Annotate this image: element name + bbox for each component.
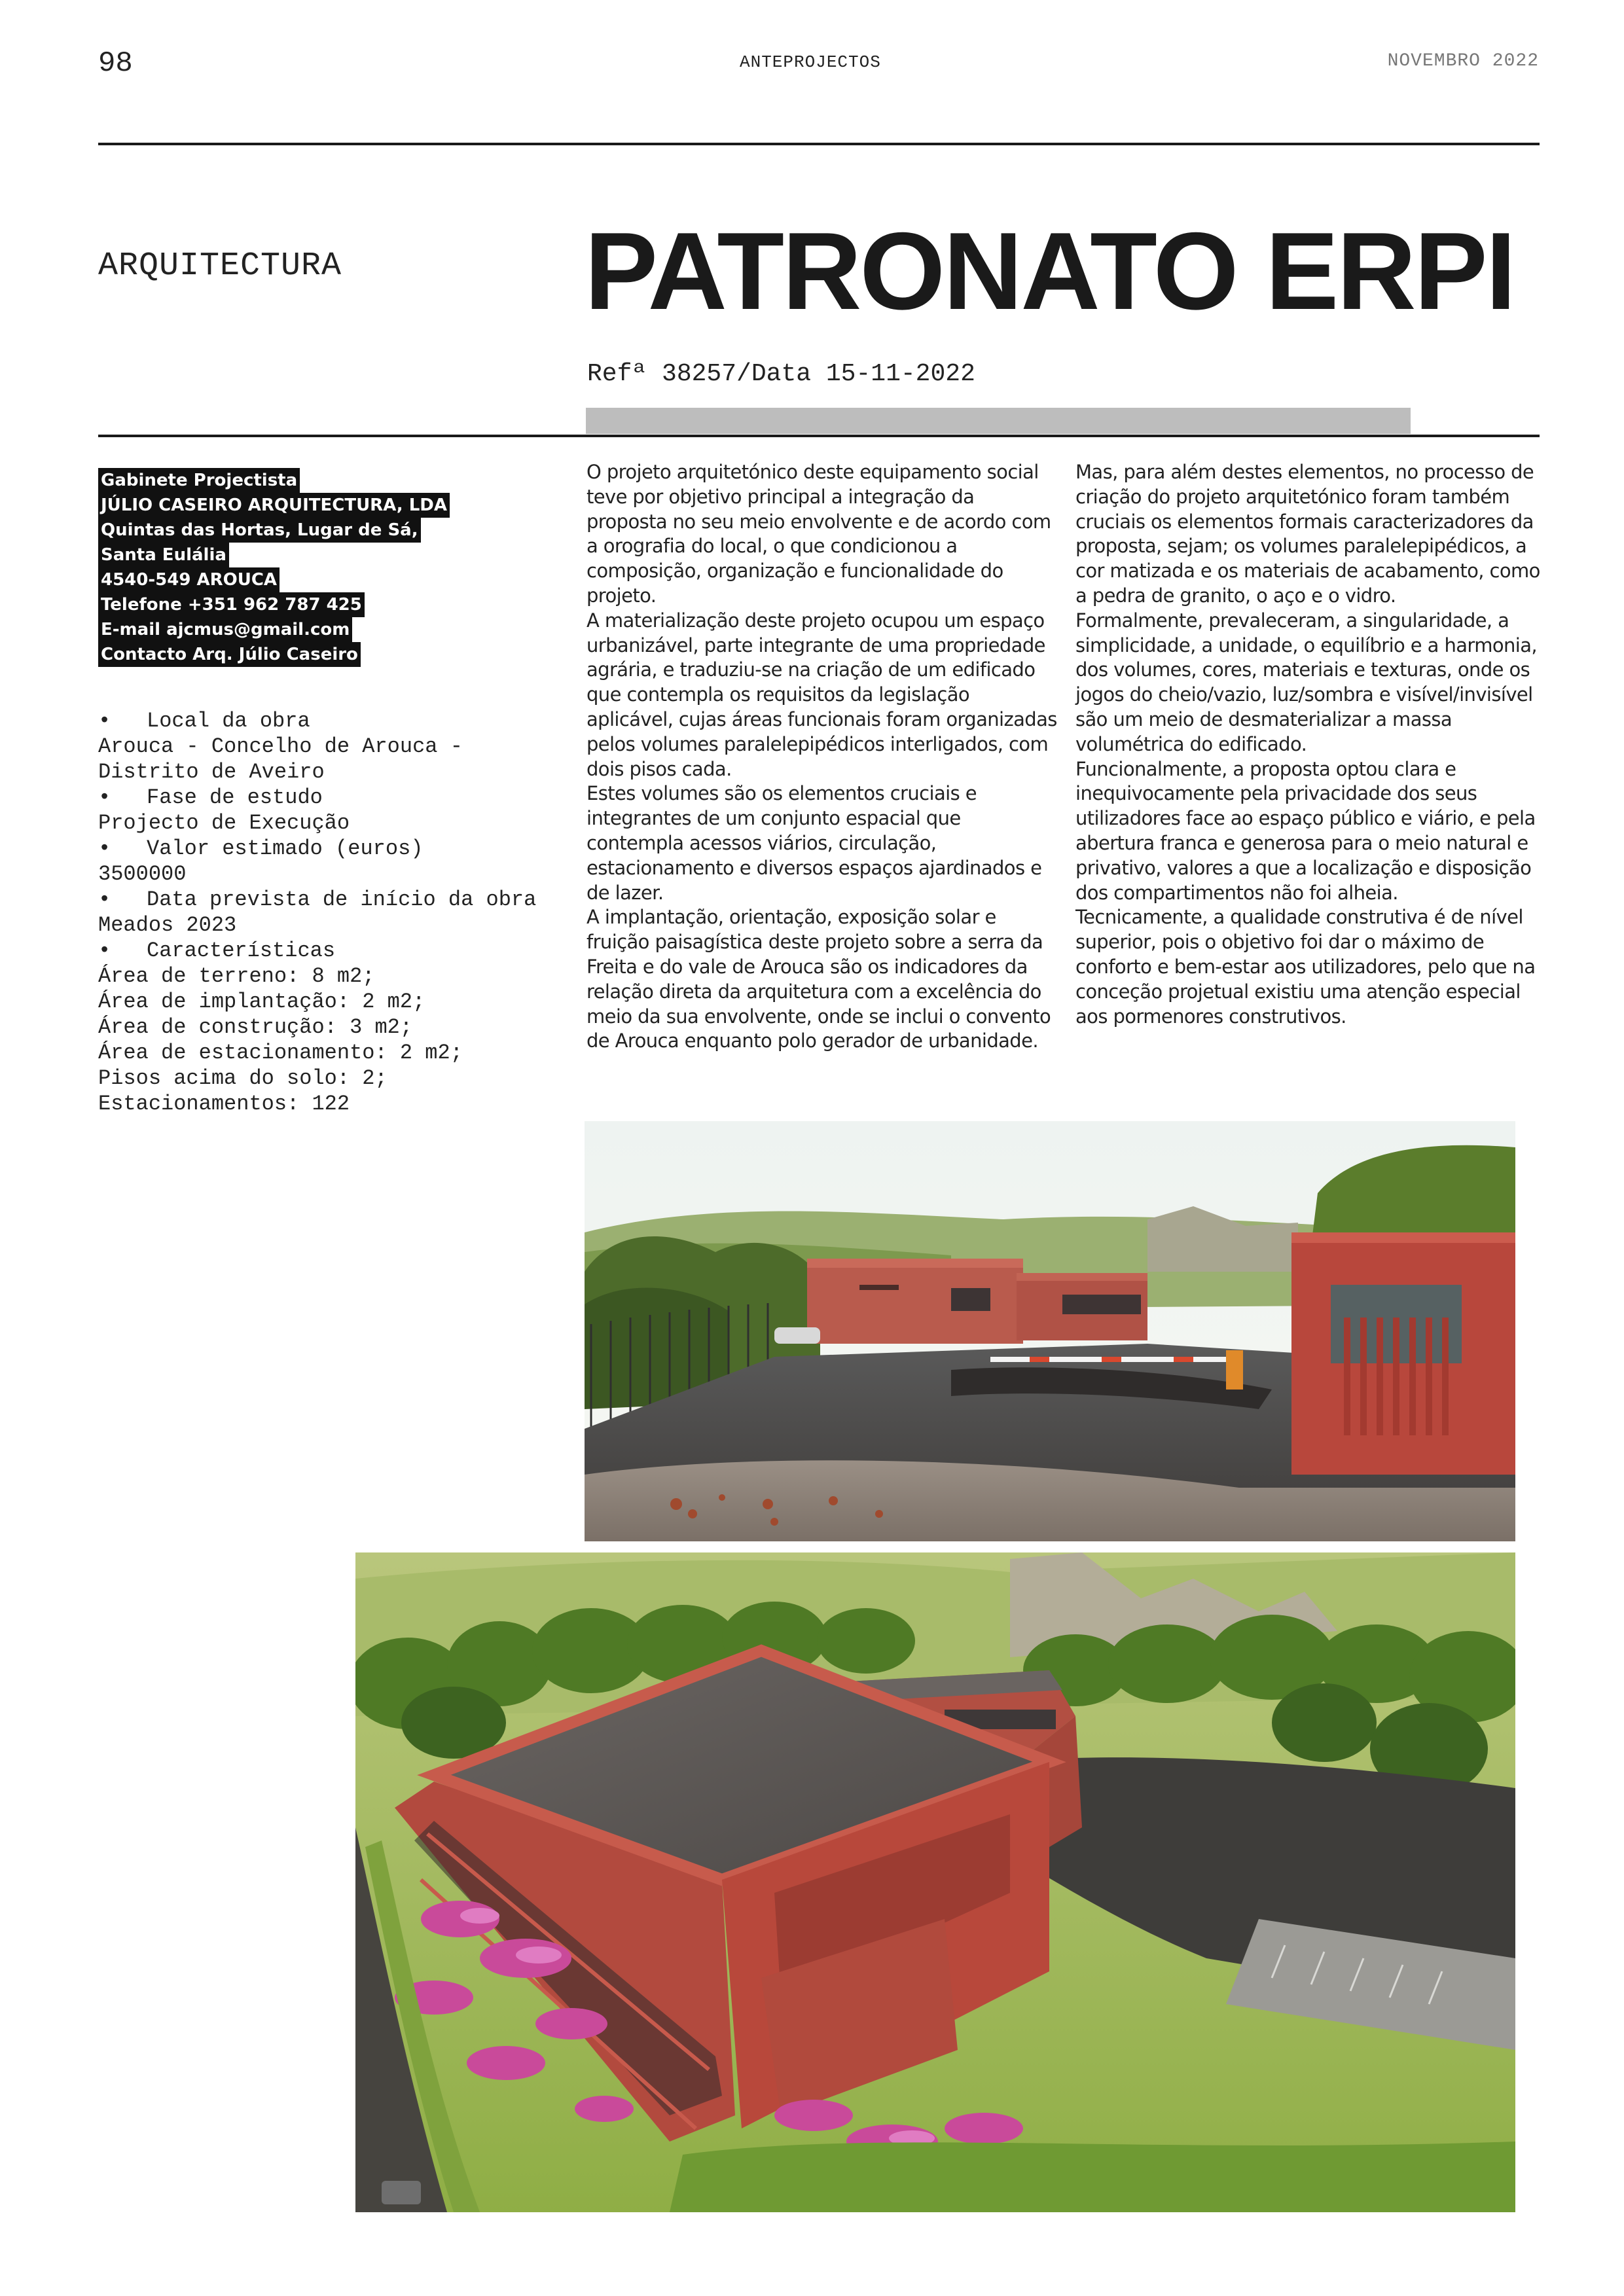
bullet-icon: • bbox=[98, 888, 111, 912]
paragraph: O projeto arquitetónico deste equipamento social teve por objetivo principal a integração da proposta no seu meio envolvente e de acordo com a orografia do local, o que condicionou a composição, organização e funcionalidade do projeto. bbox=[586, 461, 1051, 607]
spec-feature: Pisos acima do solo: 2; bbox=[98, 1066, 388, 1090]
section-label: ARQUITECTURA bbox=[98, 247, 342, 285]
contact-line: Telefone +351 962 787 425 bbox=[98, 592, 365, 617]
paragraph: A materialização deste projeto ocupou um espaço urbanizável, parte integrante de uma propriedade agrária, e traduziu-se na criação de um edificado que contempla os requisitos da legislação aplicável, cujas áreas funcionais foram organizadas pelos volumes paralelepipédicos interligados, com dois pisos cada. bbox=[586, 609, 1057, 780]
spec-phase-value: Projecto de Execução bbox=[98, 811, 350, 835]
spec-location-label: • Local da obra bbox=[98, 709, 310, 733]
spec-feature: Área de estacionamento: 2 m2; bbox=[98, 1041, 463, 1065]
page-number: 98 bbox=[98, 47, 133, 80]
spec-value-label: • Valor estimado (euros) bbox=[98, 836, 424, 861]
paragraph: Mas, para além destes elementos, no processo de criação do projeto arquitetónico foram também cruciais os elementos formais caracterizadores da proposta, sejam; os volumes paralelepipédicos, a cor matizada e os materiais de acabamento, como a pedra de granito, o aço e o vidro. bbox=[1075, 461, 1540, 607]
article-title: PATRONATO ERPI bbox=[585, 209, 1515, 332]
bullet-icon: • bbox=[98, 785, 111, 810]
paragraph: A implantação, orientação, exposição solar e fruição paisagística deste projeto sobre a serra da Freita e do vale de Arouca são os indicadores da relação direta da arquitetura com a excelência do meio da sua envolvente, onde se inclui o convento de Arouca enquanto polo gerador de urbanidade. bbox=[586, 906, 1051, 1052]
spec-feature: Estacionamentos: 122 bbox=[98, 1092, 350, 1116]
body-column-2 bbox=[1075, 460, 1540, 1029]
contact-line: Quintas das Hortas, Lugar de Sá, bbox=[98, 518, 421, 543]
spec-start-value: Meados 2023 bbox=[98, 913, 237, 937]
title-accent-bar bbox=[586, 408, 1411, 434]
spec-phase-label: • Fase de estudo bbox=[98, 785, 323, 810]
rendering-entrance-view bbox=[585, 1121, 1515, 1541]
project-specs bbox=[98, 708, 556, 1117]
spec-features-label: • Características bbox=[98, 939, 336, 963]
spec-start-label: • Data prevista de início da obra bbox=[98, 888, 537, 912]
contact-line: JÚLIO CASEIRO ARQUITECTURA, LDA bbox=[98, 493, 450, 518]
contact-line: Santa Eulália bbox=[98, 543, 229, 567]
bullet-icon: • bbox=[98, 709, 111, 733]
contact-block bbox=[98, 468, 491, 667]
paragraph: Tecnicamente, a qualidade construtiva é de nível superior, pois o objetivo foi dar o máximo de conforto e bem-estar aos utilizadores, pelo que na conceção projetual existiu uma atenção especial aos pormenores construtivos. bbox=[1075, 906, 1536, 1028]
bullet-icon: • bbox=[98, 836, 111, 861]
spec-feature: Área de construção: 3 m2; bbox=[98, 1015, 413, 1039]
spec-value-value: 3500000 bbox=[98, 862, 187, 886]
issue-date: NOVEMBRO 2022 bbox=[1387, 51, 1539, 71]
paragraph: Estes volumes são os elementos cruciais e integrantes de um conjunto espacial que contempla acessos viários, circulação, estacionamento e diversos espaços ajardinados e de lazer. bbox=[586, 782, 1042, 904]
contact-line: Contacto Arq. Júlio Caseiro bbox=[98, 642, 361, 667]
bullet-icon: • bbox=[98, 939, 111, 963]
paragraph: Funcionalmente, a proposta optou clara e inequivocamente pela privacidade dos seus utilizadores face ao espaço público e viário, e pela abertura franca e generosa para o meio natural e privativo, valores a que a localização e disposição dos compartimentos não foi alheia. bbox=[1075, 757, 1536, 904]
spec-feature: Área de terreno: 8 m2; bbox=[98, 964, 375, 988]
contact-line: 4540-549 AROUCA bbox=[98, 567, 280, 592]
contact-line: Gabinete Projectista bbox=[98, 468, 300, 493]
spec-feature: Área de implantação: 2 m2; bbox=[98, 990, 425, 1014]
title-rule bbox=[98, 435, 1540, 437]
spec-location-value: Arouca - Concelho de Arouca - Distrito de Aveiro bbox=[98, 734, 463, 784]
header-rule bbox=[98, 143, 1540, 145]
body-column-1 bbox=[586, 460, 1058, 1054]
contact-line: E-mail ajcmus@gmail.com bbox=[98, 617, 352, 642]
running-title: ANTEPROJECTOS bbox=[740, 52, 881, 72]
reference-line: Refª 38257/Data 15-11-2022 bbox=[587, 360, 975, 388]
paragraph: Formalmente, prevaleceram, a singularidade, a simplicidade, a unidade, o equilíbrio e a harmonia, dos volumes, cores, materiais e texturas, onde os jogos do cheio/vazio, luz/sombra e visível/invisível são um meio de desmaterializar a massa volumétrica do edificado. bbox=[1075, 609, 1538, 755]
rendering-aerial-view bbox=[355, 1552, 1515, 2212]
